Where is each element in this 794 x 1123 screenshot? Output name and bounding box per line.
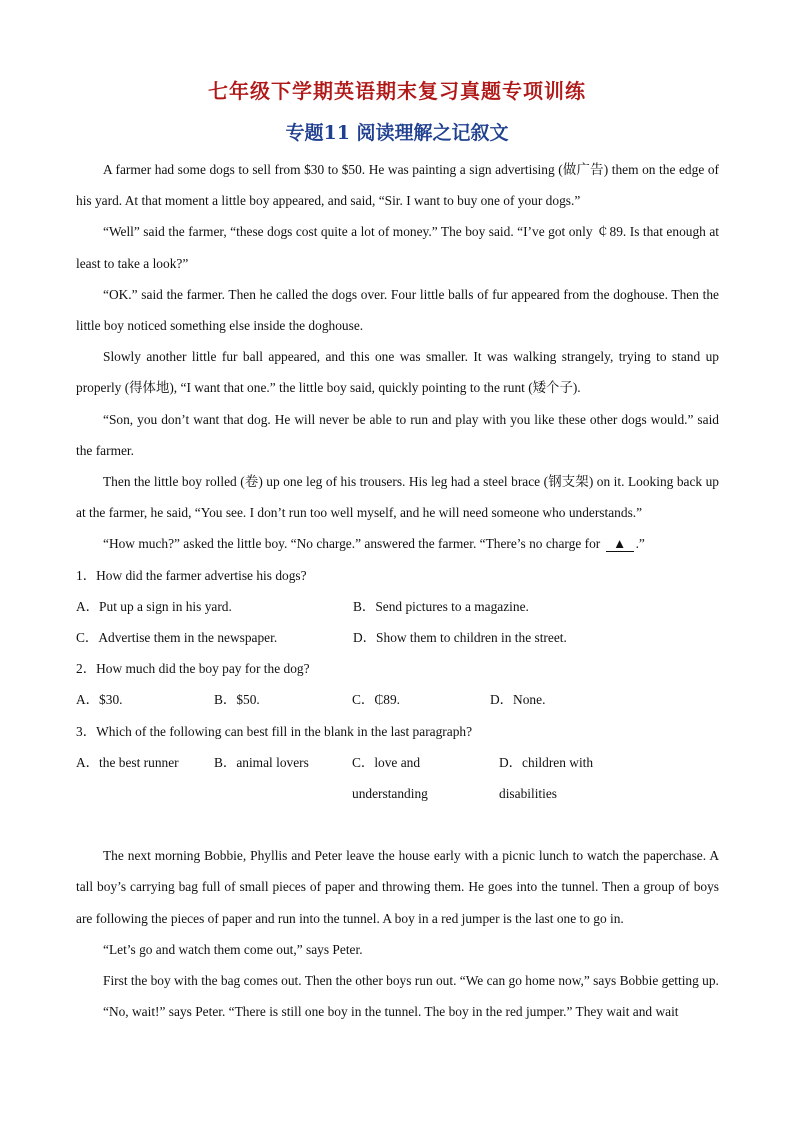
option-d: D．Show them to children in the street.: [353, 630, 567, 646]
option-row: [76, 622, 719, 653]
option-a: A．the best runner: [76, 754, 179, 770]
passage-paragraph: Then the little boy rolled (卷) up one leg of his trousers. His leg had a steel brace (钢支架) on it. Looking back up at the farmer, he said, “You see. I don’t run too well myself, and he will need someone who understands.”: [76, 474, 719, 521]
option-d: D．children with disabilities: [499, 754, 594, 802]
question-1: [76, 560, 719, 654]
question-2: [76, 653, 719, 715]
document-title: 七年级下学期英语期末复习真题专项训练: [208, 79, 586, 103]
question-stem: 1．How did the farmer advertise his dogs?: [76, 567, 307, 583]
option-a: A．Put up a sign in his yard.: [76, 598, 232, 614]
passage-paragraph-last: [76, 528, 719, 559]
option-c: C．love and understanding: [352, 754, 428, 802]
passage-paragraph: “Let’s go and watch them come out,” says Peter.: [103, 941, 363, 957]
passage-1: [76, 154, 719, 560]
passage-paragraph: “Well” said the farmer, “these dogs cost quite a lot of money.” The boy said. “I’ve got only ￠89. Is that enough at least to take a look?”: [76, 224, 719, 271]
option-c: C．Advertise them in the newspaper.: [76, 630, 278, 646]
option-d: D．None.: [490, 692, 546, 708]
question-3: [76, 716, 719, 810]
option-row: [76, 591, 719, 622]
passage-paragraph: “Son, you don’t want that dog. He will never be able to run and play with you like these other dogs would.” said the farmer.: [76, 411, 719, 458]
option-b: B．animal lovers: [214, 754, 309, 770]
option-b: B．$50.: [214, 692, 260, 708]
passage-paragraph: The next morning Bobbie, Phyllis and Peter leave the house early with a picnic lunch to watch the paperchase. A tall boy’s carrying bag full of small pieces of paper and throwing them. He goes into the tunnel. Then a group of boys are following the pieces of paper and run into the tunnel. A boy in a red jumper is the last one to go in.: [76, 848, 719, 926]
last-para-end: .”: [635, 536, 645, 552]
document-subtitle: 专题11 阅读理解之记叙文: [285, 122, 509, 144]
passage-paragraph: “OK.” said the farmer. Then he called the dogs over. Four little balls of fur appeared from the doghouse. Then the little boy noticed something else inside the doghouse.: [76, 286, 719, 334]
option-b: B．Send pictures to a magazine.: [353, 598, 529, 614]
section-spacer: [76, 809, 719, 840]
last-para-text: “How much?” asked the little boy. “No charge.” answered the farmer. “There’s no charge for: [103, 536, 604, 552]
question-stem: 2．How much did the boy pay for the dog?: [76, 661, 310, 677]
document-body: [76, 154, 719, 1027]
option-a: A．$30.: [76, 692, 123, 708]
passage-2: [76, 840, 719, 1027]
passage-paragraph: First the boy with the bag comes out. Then the other boys run out. “We can go home now,” says Bobbie getting up.: [103, 973, 719, 989]
passage-paragraph: “No, wait!” says Peter. “There is still one boy in the tunnel. The boy in the red jumper.” They wait and wait: [103, 1004, 679, 1020]
passage-paragraph: A farmer had some dogs to sell from $30 to $50. He was painting a sign advertising (做广告) them on the edge of his yard. At that moment a little boy appeared, and said, “Sir. I want to buy one of your dogs.”: [76, 162, 719, 209]
option-c: C．₵89.: [352, 692, 400, 708]
passage-paragraph: Slowly another little fur ball appeared, and this one was smaller. It was walking strangely, trying to stand up properly (得体地), “I want that one.” the little boy said, quickly pointing to the runt (矮个子).: [76, 349, 719, 396]
fill-blank: ▲: [606, 537, 634, 552]
option-row: [76, 684, 719, 715]
question-stem: 3．Which of the following can best fill in the blank in the last paragraph?: [76, 723, 473, 739]
option-row: [76, 747, 719, 809]
